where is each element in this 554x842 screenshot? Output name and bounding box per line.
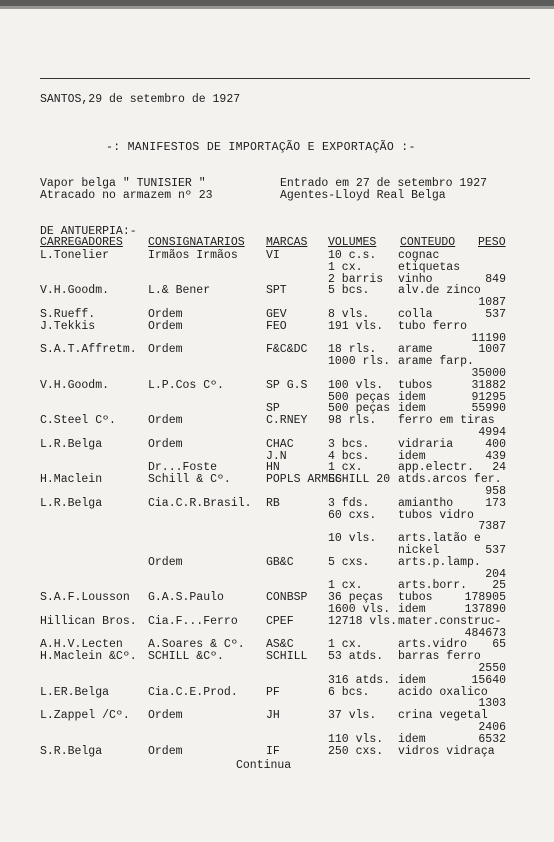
marks-cell: PF	[266, 685, 280, 699]
consignee-cell: L.P.Cos Cº.	[148, 378, 224, 392]
weight-cell: 31882	[471, 378, 506, 392]
volumes-cell: 1 cx.	[328, 461, 363, 475]
consignee-cell: Ordem	[148, 709, 183, 723]
marks-cell: POPLS ARMES	[266, 473, 342, 487]
agent-name: Agentes-Lloyd Real Belga	[280, 189, 446, 202]
volumes-cell: 6 bcs.	[328, 685, 370, 699]
weight-cell: 537	[485, 544, 506, 557]
weight-cell: 178905	[464, 591, 506, 605]
vessel-name: Vapor belga " TUNISIER "	[40, 177, 206, 190]
marks-cell: C.RNEY	[266, 414, 308, 428]
consignee-cell: Ordem	[148, 437, 183, 451]
marks-cell: HN	[266, 461, 280, 475]
contents-cell: vinho	[398, 272, 433, 286]
weight-cell: 11190	[471, 331, 506, 345]
shipper-cell: S.A.T.Affretm.	[40, 343, 137, 357]
table-row	[0, 415, 554, 427]
contents-cell: cognac	[398, 249, 440, 262]
consignee-cell: Ordem	[148, 308, 183, 321]
volumes-cell: 191 vls.	[328, 319, 384, 333]
contents-cell: tubo ferro	[398, 319, 468, 333]
consignee-cell: L.& Bener	[148, 284, 211, 298]
shipper-cell: H.Maclein	[40, 473, 103, 487]
contents-cell: idem	[398, 402, 426, 416]
consignee-cell: SCHILL &Cº.	[148, 650, 224, 664]
weight-cell: 4994	[478, 426, 506, 439]
volumes-cell: SCHILL 20	[328, 473, 391, 487]
col-consignee-header: CONSIGNATARIOS	[148, 236, 245, 249]
table-row	[0, 687, 554, 699]
shipper-cell: Hillican Bros.	[40, 614, 137, 628]
consignee-cell: Ordem	[148, 555, 183, 569]
volumes-cell: 60 cxs.	[328, 508, 377, 522]
contents-cell: etiquetas	[398, 260, 461, 274]
consignee-cell: Ordem	[148, 319, 183, 333]
weight-cell: 537	[485, 308, 506, 321]
header-rule	[40, 78, 530, 79]
marks-cell: IF	[266, 744, 280, 758]
contents-cell: idem	[398, 449, 426, 463]
consignee-cell: Irmãos Irmãos	[148, 249, 238, 262]
volumes-cell: 10 vls.	[328, 532, 377, 546]
warehouse-info: Atracado no armazem nº 23	[40, 189, 213, 202]
table-row	[0, 321, 554, 333]
volumes-cell: 316 atds.	[328, 673, 391, 687]
shipper-cell: L.R.Belga	[40, 437, 103, 451]
shipper-cell: J.Tekkis	[40, 319, 96, 333]
continued-note: Continua	[236, 759, 292, 772]
contents-cell: atds.arcos fer.	[398, 473, 502, 487]
marks-cell: CPEF	[266, 614, 294, 628]
volumes-cell: 1600 vls.	[328, 603, 391, 616]
volumes-cell: 5 bcs.	[328, 284, 370, 298]
weight-cell: 91295	[471, 390, 506, 404]
contents-cell: idem	[398, 732, 426, 746]
contents-cell: arts.borr.	[398, 579, 468, 593]
volumes-cell: 12718 vls.	[328, 614, 398, 628]
weight-cell: 439	[485, 449, 506, 463]
contents-cell: colla	[398, 308, 433, 321]
volumes-cell: 53 atds.	[328, 650, 384, 664]
marks-cell: SP	[266, 402, 280, 416]
weight-cell: 1087	[478, 296, 506, 310]
consignee-cell: Ordem	[148, 343, 183, 357]
table-row	[0, 380, 554, 392]
marks-cell: CONBSP	[266, 591, 308, 605]
date-line: SANTOS,29 de setembro de 1927	[40, 93, 241, 106]
col-contents-header: CONTEUDO	[400, 236, 456, 249]
consignee-cell: Cia.F...Ferro	[148, 614, 238, 628]
shipper-cell: L.Zappel /Cº.	[40, 709, 130, 723]
volumes-cell: 8 vls.	[328, 308, 370, 321]
consignee-cell: Cia.C.E.Prod.	[148, 685, 238, 699]
contents-cell: vidraria	[398, 437, 454, 451]
volumes-cell: 250 cxs.	[328, 744, 384, 758]
table-row	[0, 474, 554, 486]
volumes-cell: 1000 rls.	[328, 355, 391, 369]
shipper-cell: L.Tonelier	[40, 249, 110, 262]
contents-cell: idem	[398, 603, 426, 616]
weight-cell: 204	[485, 567, 506, 581]
col-shipper-header: CARREGADORES	[40, 236, 123, 249]
volumes-cell: 10 c.s.	[328, 249, 377, 262]
col-marks-header: MARCAS	[266, 236, 308, 249]
shipper-cell: A.H.V.Lecten	[40, 638, 123, 652]
table-row	[0, 262, 554, 274]
table-row	[0, 746, 554, 758]
contents-cell: arts.p.lamp.	[398, 555, 481, 569]
weight-cell: 2406	[478, 721, 506, 734]
contents-cell: barras ferro	[398, 650, 481, 664]
volumes-cell: 36 peças	[328, 591, 384, 605]
consignee-cell: Ordem	[148, 744, 183, 758]
table-row	[0, 734, 554, 746]
weight-cell: 55990	[471, 402, 506, 416]
marks-cell: CHAC	[266, 437, 294, 451]
col-weight-header: PESO	[478, 236, 506, 249]
consignee-cell: Dr...Foste	[148, 461, 218, 475]
contents-cell: tubos	[398, 378, 433, 392]
document-title: -: MANIFESTOS DE IMPORTAÇÃO E EXPORTAÇÃO :-	[106, 141, 416, 154]
weight-cell: 173	[485, 496, 506, 510]
marks-cell: SCHILL	[266, 650, 308, 664]
volumes-cell: 5 cxs.	[328, 555, 370, 569]
weight-cell: 849	[485, 272, 506, 286]
table-row	[0, 250, 554, 262]
weight-cell: 6532	[478, 732, 506, 746]
volumes-cell: 1 cx.	[328, 638, 363, 652]
shipper-cell: L.R.Belga	[40, 496, 103, 510]
contents-cell: idem	[398, 390, 426, 404]
table-row	[0, 510, 554, 522]
volumes-cell: 110 vls.	[328, 732, 384, 746]
marks-cell: SPT	[266, 284, 287, 298]
shipper-cell: S.A.F.Lousson	[40, 591, 130, 605]
contents-cell: vidros vidraça	[398, 744, 495, 758]
contents-cell: arts.latão e	[398, 532, 481, 546]
volumes-cell: 1 cx.	[328, 260, 363, 274]
shipper-cell: S.Rueff.	[40, 308, 96, 321]
marks-cell: GEV	[266, 308, 287, 321]
shipper-cell: H.Maclein &Cº.	[40, 650, 137, 664]
shipper-cell: S.R.Belga	[40, 744, 103, 758]
contents-cell: alv.de zinco	[398, 284, 481, 298]
volumes-cell: 3 fds.	[328, 496, 370, 510]
contents-cell: mater.construc-	[398, 614, 502, 628]
contents-cell: nickel	[398, 544, 440, 557]
weight-cell: 2550	[478, 662, 506, 675]
contents-cell: acido oxalico	[398, 685, 488, 699]
weight-cell: 400	[485, 437, 506, 451]
table-row	[0, 675, 554, 687]
contents-cell: app.electr.	[398, 461, 474, 475]
section-heading: DE ANTUERPIA:-	[40, 225, 137, 238]
volumes-cell: 37 vls.	[328, 709, 377, 723]
col-volumes-header: VOLUMES	[328, 236, 377, 249]
marks-cell: JH	[266, 709, 280, 723]
volumes-cell: 4 bcs.	[328, 449, 370, 463]
table-row	[0, 722, 554, 734]
weight-cell: 35000	[471, 367, 506, 380]
table-row	[0, 616, 554, 628]
volumes-cell: 500 peças	[328, 390, 391, 404]
weight-cell: 1303	[478, 697, 506, 711]
contents-cell: arame	[398, 343, 433, 357]
table-row	[0, 710, 554, 722]
table-row	[0, 557, 554, 569]
contents-cell: tubos vidro	[398, 508, 474, 522]
consignee-cell: Cia.C.R.Brasil.	[148, 496, 252, 510]
table-row	[0, 285, 554, 297]
vessel-info	[40, 178, 213, 202]
contents-cell: amiantho	[398, 496, 454, 510]
marks-cell: RB	[266, 496, 280, 510]
contents-cell: arame farp.	[398, 355, 474, 369]
shipper-cell: C.Steel Cº.	[40, 414, 116, 428]
marks-cell: AS&C	[266, 638, 294, 652]
contents-cell: ferro em tiras	[398, 414, 495, 428]
volumes-cell: 3 bcs.	[328, 437, 370, 451]
consignee-cell: Schill & Cº.	[148, 473, 231, 487]
shipper-cell: L.ER.Belga	[40, 685, 110, 699]
contents-cell: arts.vidro	[398, 638, 468, 652]
volumes-cell: 500 peças	[328, 402, 391, 416]
arrival-date: Entrado em 27 de setembro 1927	[280, 177, 488, 190]
table-row	[0, 498, 554, 510]
volumes-cell: 100 vls.	[328, 378, 384, 392]
marks-cell: J.N	[266, 449, 287, 463]
volumes-cell: 1 cx.	[328, 579, 363, 593]
shipper-cell: V.H.Goodm.	[40, 284, 110, 298]
table-row	[0, 533, 554, 545]
consignee-cell: G.A.S.Paulo	[148, 591, 224, 605]
volumes-cell: 98 rls.	[328, 414, 377, 428]
consignee-cell: Ordem	[148, 414, 183, 428]
weight-cell: 65	[492, 638, 506, 652]
arrival-info	[280, 178, 487, 202]
marks-cell: SP G.S	[266, 378, 308, 392]
volumes-cell: 2 barris	[328, 272, 384, 286]
contents-cell: crina vegetal	[398, 709, 488, 723]
weight-cell: 1007	[478, 343, 506, 357]
marks-cell: F&C&DC	[266, 343, 308, 357]
shipper-cell: V.H.Goodm.	[40, 378, 110, 392]
consignee-cell: A.Soares & Cº.	[148, 638, 245, 652]
contents-cell: idem	[398, 673, 426, 687]
weight-cell: 25	[492, 579, 506, 593]
weight-cell: 7387	[478, 520, 506, 534]
volumes-cell: 18 rls.	[328, 343, 377, 357]
weight-cell: 24	[492, 461, 506, 475]
table-row	[0, 651, 554, 663]
marks-cell: FEO	[266, 319, 287, 333]
marks-cell: GB&C	[266, 555, 294, 569]
scan-edge	[0, 0, 554, 20]
table-row	[0, 439, 554, 451]
marks-cell: VI	[266, 249, 280, 262]
weight-cell: 15640	[471, 673, 506, 687]
contents-cell: tubos	[398, 591, 433, 605]
weight-cell: 484673	[464, 626, 506, 640]
weight-cell: 958	[485, 485, 506, 498]
weight-cell: 137890	[464, 603, 506, 616]
table-row	[0, 569, 554, 581]
